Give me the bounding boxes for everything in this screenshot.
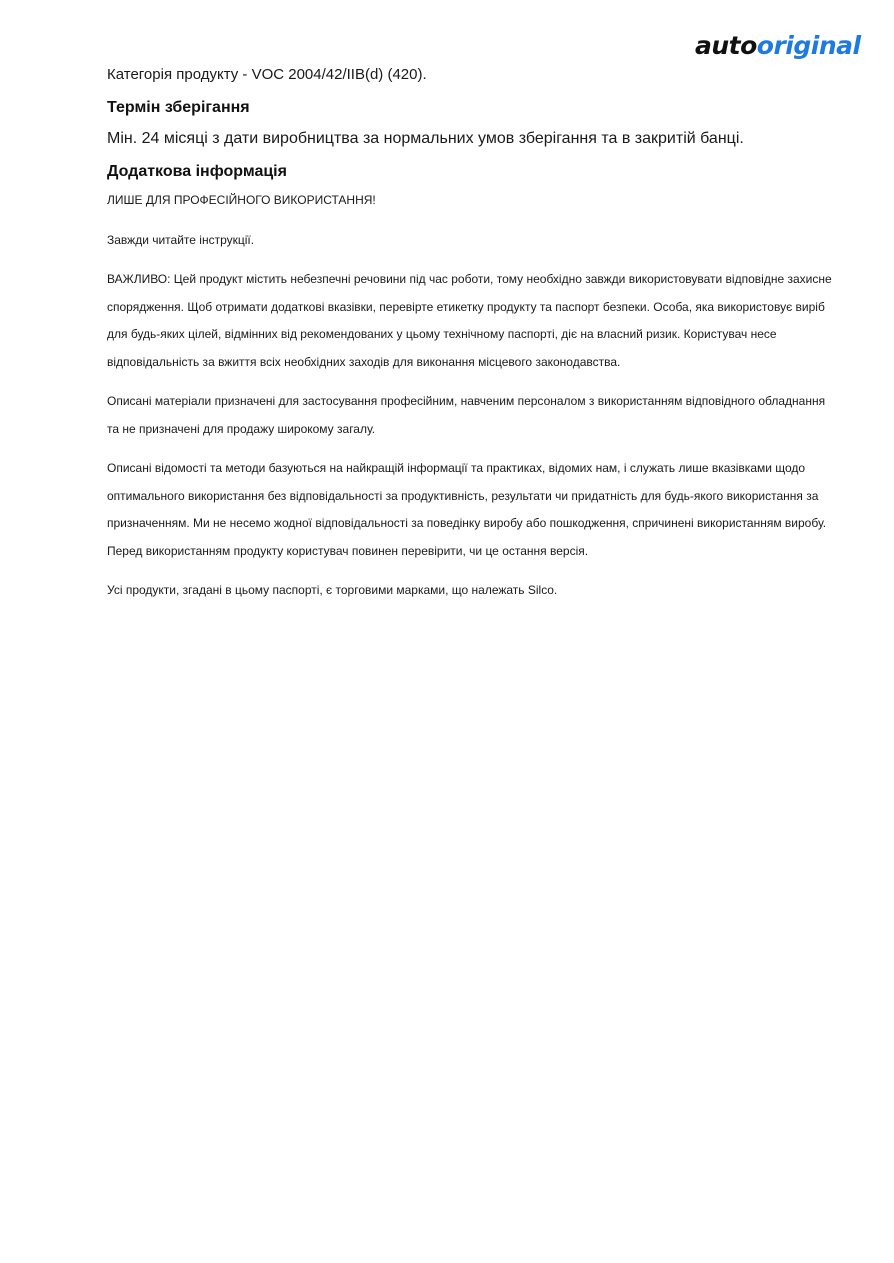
- product-category-line: Категорія продукту - VOC 2004/42/IIB(d) (420).: [107, 66, 427, 83]
- read-instructions-note: Завжди читайте інструкції.: [107, 232, 255, 247]
- logo-text-auto: auto: [695, 31, 757, 60]
- professional-use-note: ЛИШЕ ДЛЯ ПРОФЕСІЙНОГО ВИКОРИСТАННЯ!: [107, 193, 376, 207]
- document-body: [107, 64, 837, 605]
- additional-info-heading: Додаткова інформація: [107, 163, 287, 180]
- important-safety-paragraph: ВАЖЛИВО: Цей продукт містить небезпечні речовини під час роботи, тому необхідно завжди використовувати відповідне захисне спорядження. Щоб отримати додаткові вказівки, перевірте етикетку продукту та паспорт безпеки. Особа, яка використовує виріб для будь-яких цілей, відмінних від рекомендованих у цьому технічному паспорті, діє на власний ризик. Користувач несе відповідальність за вжиття всіх необхідних заходів для виконання місцевого законодавства.: [107, 272, 832, 369]
- trademark-paragraph: Усі продукти, згадані в цьому паспорті, є торговими марками, що належать Silco.: [107, 583, 558, 597]
- disclaimer-paragraph: Описані відомості та методи базуються на найкращій інформації та практиках, відомих нам, і служать лише вказівками щодо оптимального використання без відповідальності за продуктивність, результати чи придатність для будь-якого використання за призначенням. Ми не несемо жодної відповідальності за поведінку виробу або пошкодження, спричинені використанням виробу. Перед використанням продукту користувач повинен перевірити, чи це остання версія.: [107, 461, 827, 558]
- storage-heading: Термін зберігання: [107, 99, 250, 116]
- storage-text: Мін. 24 місяці з дати виробництва за нормальних умов зберігання та в закритій банці.: [107, 130, 744, 147]
- logo-text-original: original: [756, 31, 861, 60]
- professional-personnel-paragraph: Описані матеріали призначені для застосування професійним, навченим персоналом з використанням відповідного обладнання та не призначені для продажу широкому загалу.: [107, 394, 826, 436]
- brand-logo: [695, 30, 861, 62]
